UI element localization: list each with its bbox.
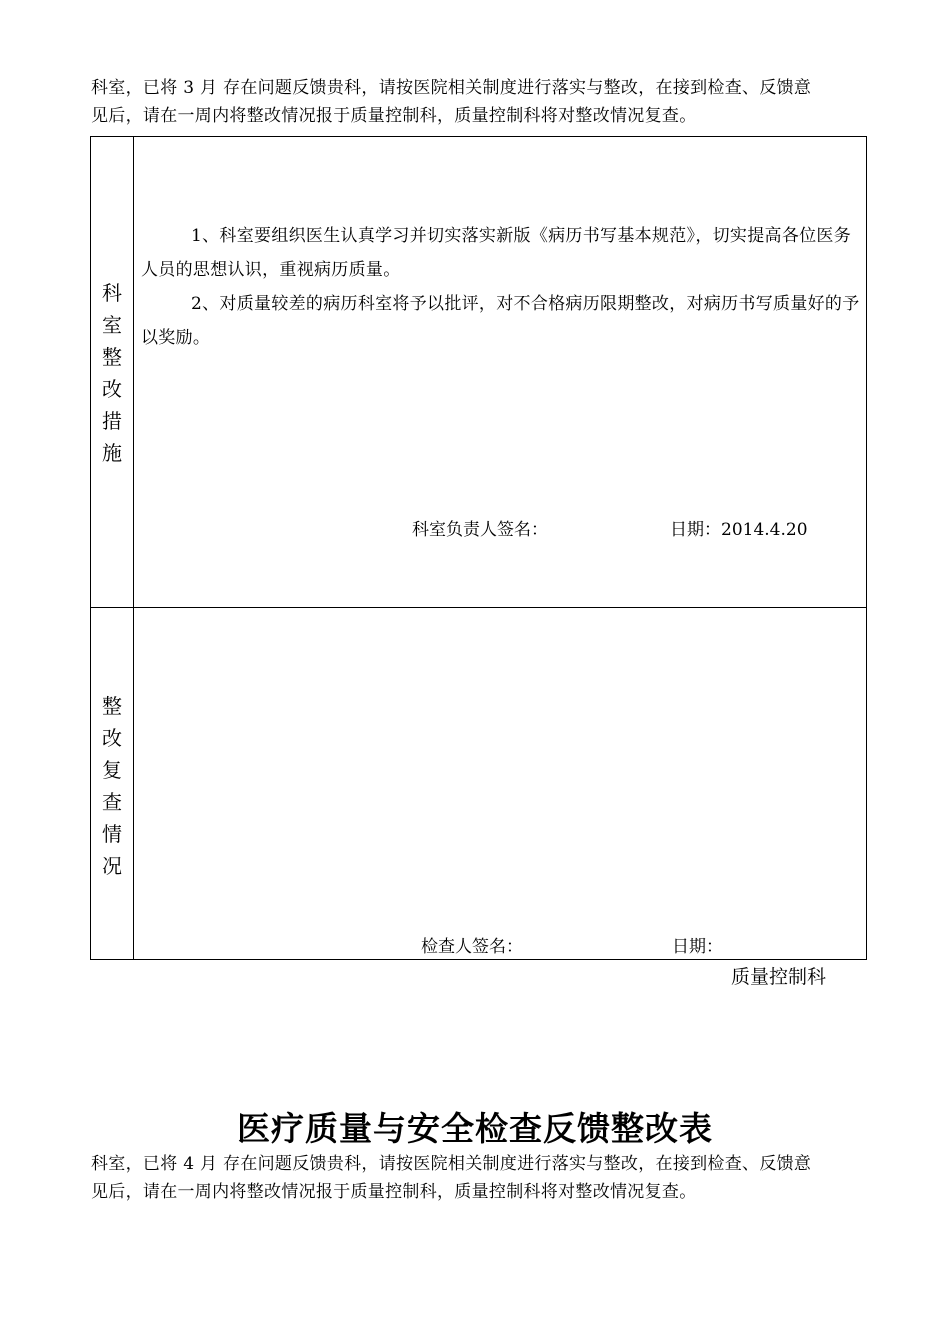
label-char: 室 <box>102 313 122 337</box>
measures-date: 日期：2014.4.20 <box>670 520 808 540</box>
label-char: 施 <box>102 441 122 465</box>
intro-paragraph-1 <box>91 74 871 130</box>
rectification-measures-content <box>134 137 867 608</box>
label-char: 改 <box>102 726 122 750</box>
rectification-table <box>90 136 867 960</box>
recheck-label <box>91 690 133 882</box>
intro-line: 科室，已将 4 月 存在问题反馈贵科，请按医院相关制度进行落实与整改，在接到检查、反馈意 <box>91 1154 812 1174</box>
label-char: 改 <box>102 377 122 401</box>
form-title: 医疗质量与安全检查反馈整改表 <box>237 1109 713 1148</box>
label-char: 复 <box>102 758 122 782</box>
label-char: 况 <box>102 854 122 878</box>
rectification-measures-row <box>91 137 867 608</box>
intro-paragraph-2 <box>91 1150 871 1206</box>
label-char: 整 <box>102 345 122 369</box>
rectification-measures-label <box>91 277 133 469</box>
intro-line: 科室，已将 3 月 存在问题反馈贵科，请按医院相关制度进行落实与整改，在接到检查、反馈意 <box>91 78 812 98</box>
recheck-row <box>91 608 867 960</box>
label-char: 情 <box>102 822 122 846</box>
department-name: 质量控制科 <box>731 966 827 988</box>
measure-item-1: 1、科室要组织医生认真学习并切实落实新版《病历书写基本规范》，切实提高各位医务人员的思想认识，重视病历质量。 <box>141 226 852 280</box>
label-char: 查 <box>102 790 122 814</box>
label-char: 措 <box>102 409 122 433</box>
recheck-date: 日期： <box>672 937 723 957</box>
measures-text <box>141 219 860 355</box>
row-label-cell <box>91 137 134 608</box>
measure-item-2: 2、对质量较差的病历科室将予以批评，对不合格病历限期整改，对病历书写质量好的予以奖励。 <box>141 294 860 348</box>
row-label-cell <box>91 608 134 960</box>
recheck-content <box>134 608 867 960</box>
intro-line: 见后，请在一周内将整改情况报于质量控制科，质量控制科将对整改情况复查。 <box>91 106 697 126</box>
intro-line: 见后，请在一周内将整改情况报于质量控制科，质量控制科将对整改情况复查。 <box>91 1182 697 1202</box>
dept-head-signature-label: 科室负责人签名： <box>412 520 548 540</box>
inspector-signature-label: 检查人签名： <box>421 937 523 957</box>
label-char: 整 <box>102 694 122 718</box>
label-char: 科 <box>102 281 122 305</box>
